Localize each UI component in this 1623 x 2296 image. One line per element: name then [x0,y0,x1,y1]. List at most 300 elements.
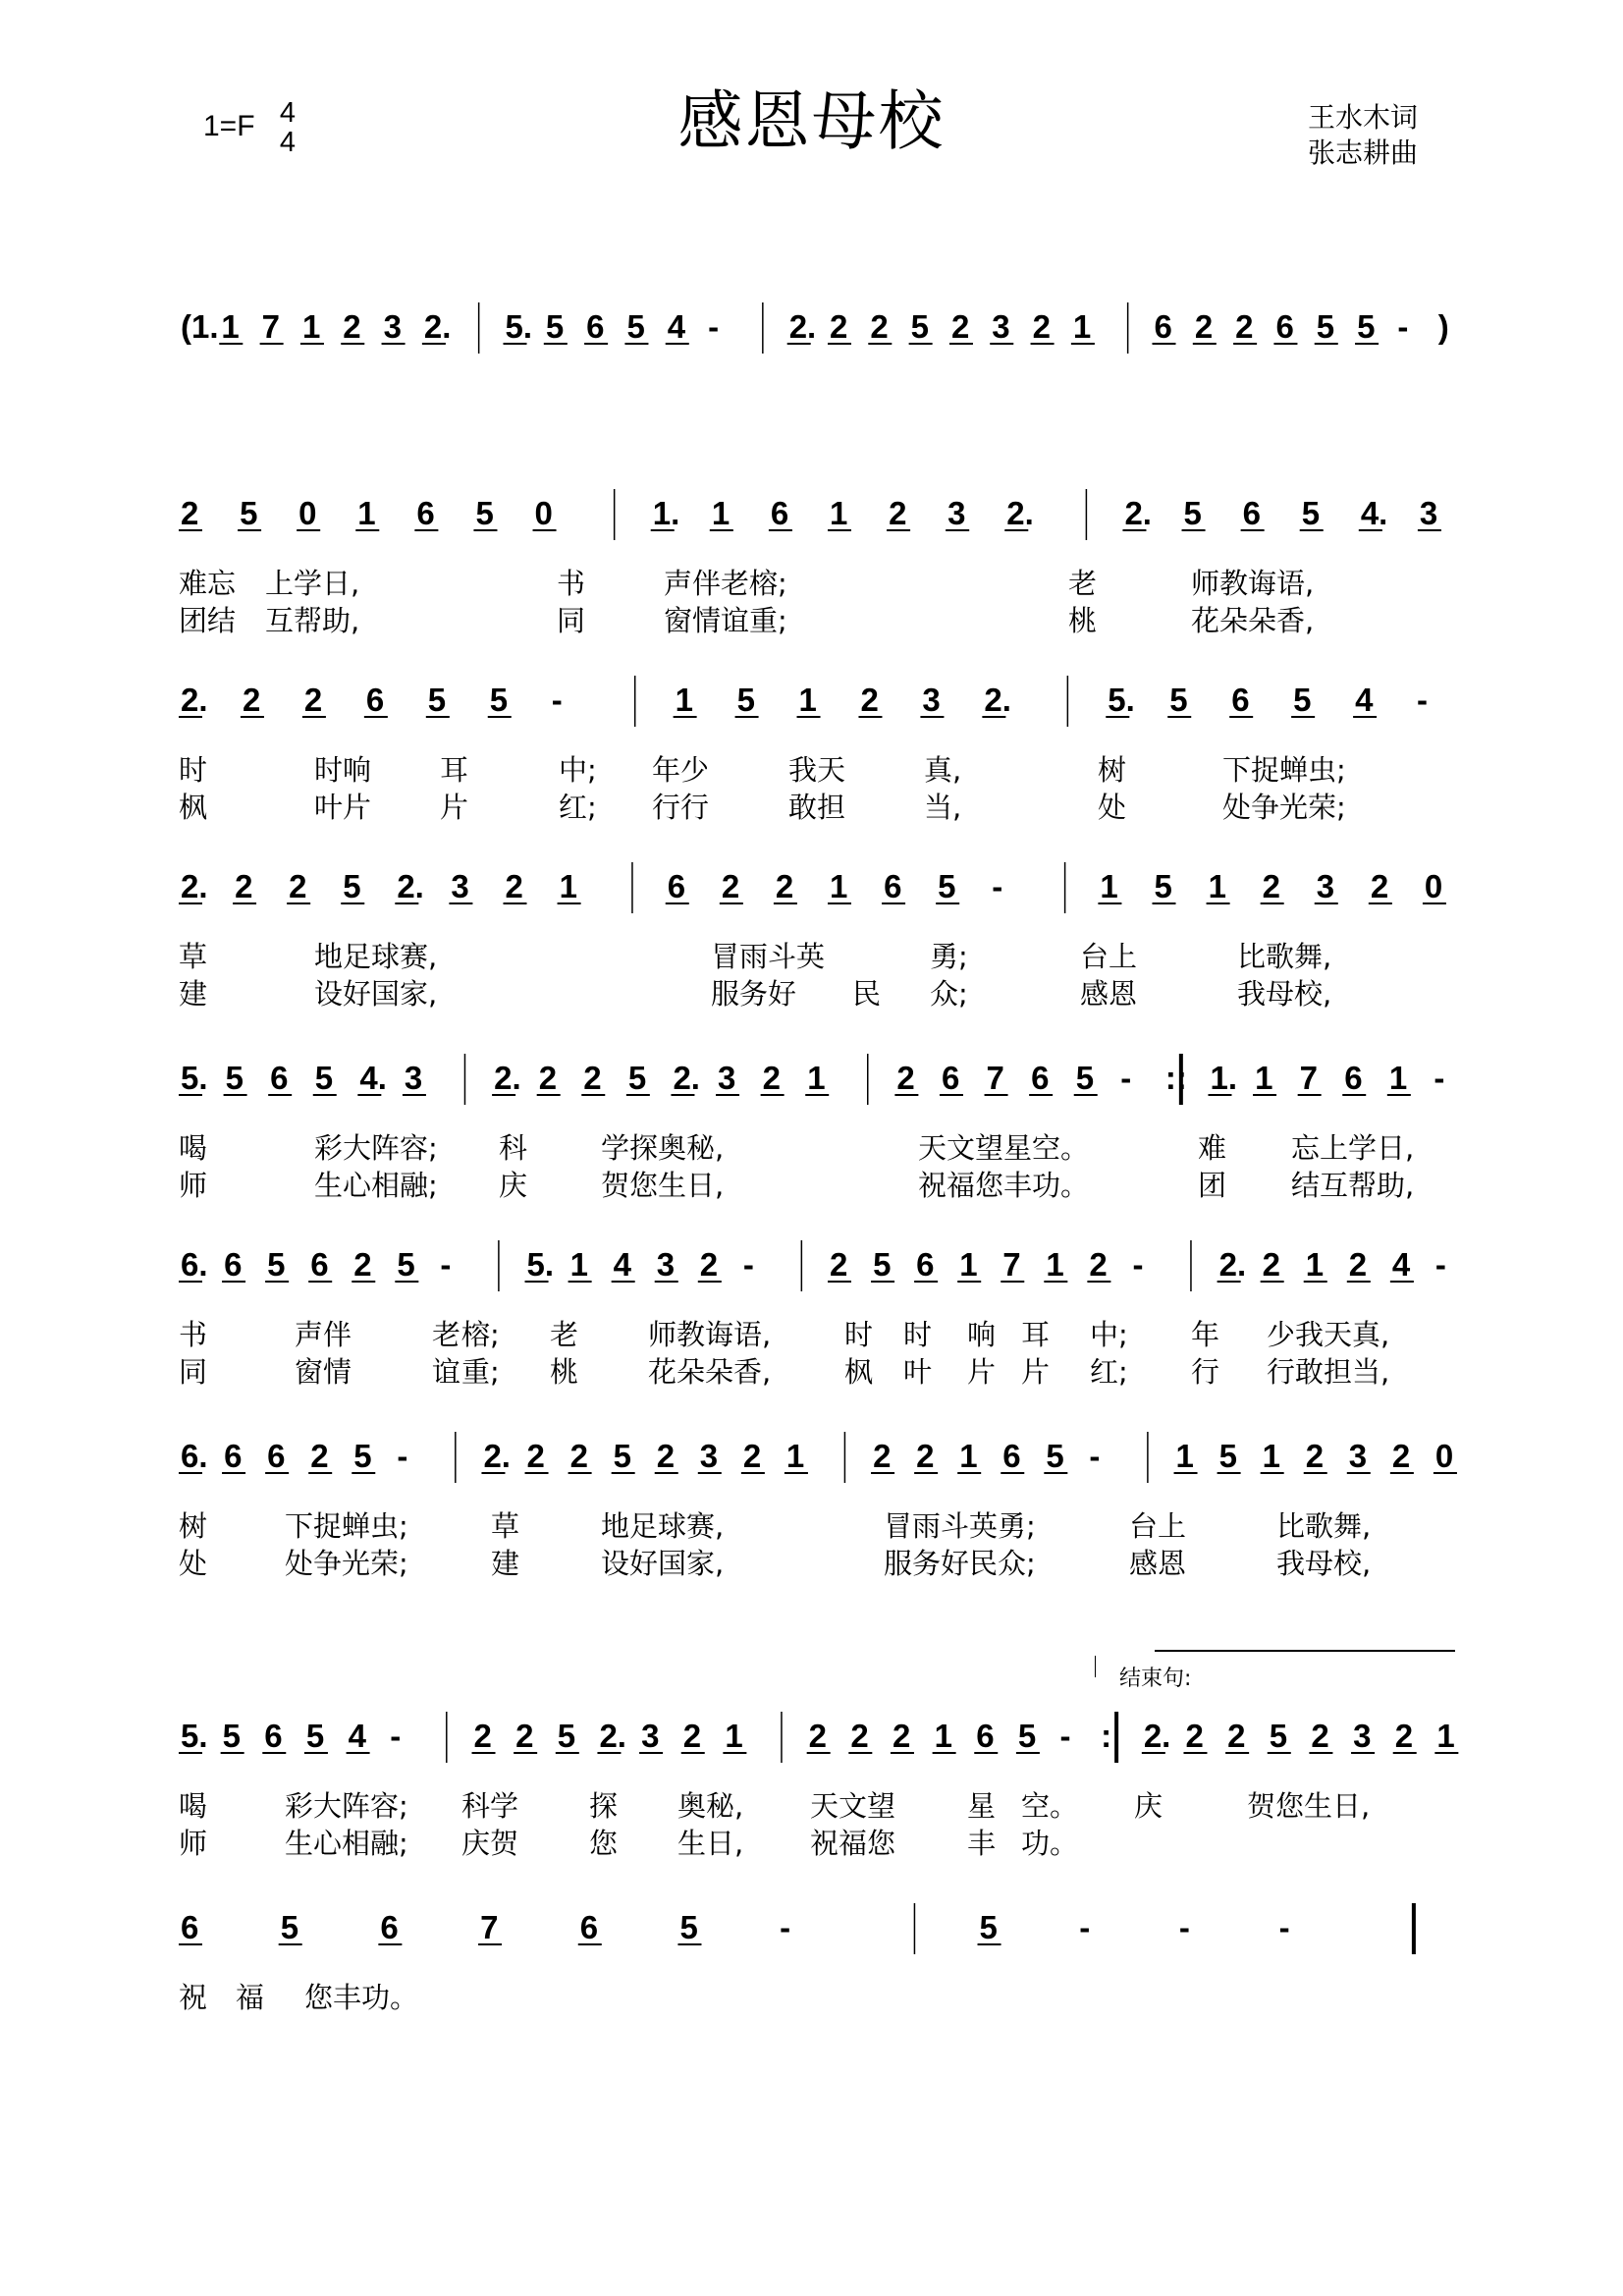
note-glyph: 7 [1299,1060,1319,1096]
lyric-segment: 彩大阵容; [314,1131,438,1165]
note-glyph: 2. [984,682,1011,718]
note-glyph: 5 [1183,495,1202,531]
note-glyph: 1 [830,495,848,531]
lyric-segment: 老 [550,1318,579,1351]
note-glyph: 5 [222,1718,242,1754]
note-glyph: 7 [1002,1246,1021,1283]
note-glyph: 2. [599,1718,626,1754]
lyric-line-2 [0,1350,1623,1389]
note-glyph: 2 [870,308,889,345]
note-glyph: 2 [916,1438,935,1474]
note-glyph: 2. [1143,1718,1171,1754]
note-glyph: - [1059,1718,1071,1754]
note-glyph: 5. [505,308,533,345]
lyric-segment: 奥秘, [677,1789,744,1823]
note-glyph: 2 [473,1718,492,1754]
note-glyph: - [708,308,720,345]
note-glyph: 2 [583,1060,602,1096]
note-glyph: 1 [725,1718,743,1754]
lyric-segment: 行敢担当, [1267,1355,1390,1389]
notes-line [0,1046,1623,1105]
note-glyph: 1 [785,1438,805,1474]
lyric-segment: 红; [559,791,597,824]
note-glyph: 5 [1269,1718,1288,1754]
note-glyph: 6 [310,1246,329,1283]
note-glyph: 0 [298,495,317,531]
note-glyph: - [992,868,1003,904]
lyric-segment: 榕; [461,1318,500,1351]
lyric-segment: 服务好 [711,977,797,1011]
note-glyph: 6 [579,1909,599,1945]
lyric-segment: 生心相融; [285,1827,408,1860]
note-glyph: 2. [1006,495,1034,531]
note-glyph: 5 [225,1060,243,1096]
lyric-segment: 耳 [440,753,469,787]
lyric-segment: 贺您生日, [601,1169,725,1202]
repeat-sign: :: [1164,1060,1187,1096]
note-glyph: 6. [181,1246,208,1283]
lyric-segment: 生心相融; [314,1169,438,1202]
note-glyph: 1 [1046,1246,1064,1283]
note-glyph: 5 [626,308,645,345]
note-glyph: 6 [264,1718,283,1754]
lyric-segment: 花朵朵香, [1191,604,1315,637]
note-glyph: 5 [1316,308,1335,345]
notes-line [0,1424,1623,1483]
lyric-segment: 书 [557,567,586,600]
note-glyph: 3 [922,682,941,718]
note-glyph: 5 [1169,682,1188,718]
note-glyph: 5 [545,308,565,345]
time-signature-top: 4 [279,97,297,129]
lyric-segment: 比歌舞, [1276,1509,1372,1543]
lyric-segment: 枫 [179,791,208,824]
lyric-segment: 庆贺 [461,1827,519,1860]
note-glyph: 4 [613,1246,632,1283]
lyric-segment: 枫 [844,1355,874,1389]
note-glyph: 5 [557,1718,576,1754]
note-glyph: 5 [280,1909,299,1945]
notes-svg [0,1424,1623,1493]
note-glyph: 2 [950,308,970,345]
lyric-line-1 [0,562,1623,600]
note-glyph: 5 [910,308,929,345]
note-glyph: - [390,1718,402,1754]
note-glyph: 3 [656,1246,676,1283]
note-glyph: 3 [718,1060,736,1096]
note-glyph: 1 [959,1438,978,1474]
note-glyph: 5 [873,1246,892,1283]
lyric-segment: 众; [930,977,968,1011]
note-glyph: 2. [181,868,208,904]
note-glyph: 4 [348,1718,366,1754]
note-glyph: 5 [314,1060,334,1096]
note-glyph: 3 [1316,868,1335,904]
notes-line [0,1895,1623,1954]
lyric-segment: 服务好民众; [884,1547,1036,1580]
lyric-segment: 喝 [179,1131,208,1165]
lyric-segment: 片 [440,791,469,824]
note-glyph: 5 [489,682,509,718]
lyric-segment: 感恩 [1080,977,1138,1011]
lyric-segment: 同 [179,1355,208,1389]
lyric-segment: 耳 [1021,1318,1051,1351]
lyric-segment: 老 [1068,567,1098,600]
note-glyph: 3 [641,1718,660,1754]
lyric-segment: 生日, [677,1827,744,1860]
lyric-segment: 叶 [903,1355,933,1389]
note-glyph: 3 [699,1438,719,1474]
note-glyph: 5 [938,868,956,904]
note-glyph: - [551,682,563,718]
note-glyph: 1 [959,1246,978,1283]
note-glyph: 2 [289,868,307,904]
note-glyph: 4 [1355,682,1374,718]
note-glyph: 4. [359,1060,387,1096]
note-glyph: 2 [808,1718,828,1754]
lyric-segment: 团结 [179,604,237,637]
lyric-segment: 团 [1198,1169,1227,1202]
note-glyph: 5 [1293,682,1312,718]
lyric-line-2 [0,1164,1623,1202]
note-glyph: - [1120,1060,1132,1096]
note-glyph: 6 [770,495,789,531]
note-glyph: 2 [1227,1718,1246,1754]
note-glyph: 2. [483,1438,511,1474]
note-glyph: 7 [480,1909,499,1945]
ending-label: 结束句: [1119,1667,1192,1691]
note-glyph: 1 [1305,1246,1325,1283]
notes-svg [0,1704,1623,1773]
note-glyph: 2 [505,868,523,904]
note-glyph: 2 [682,1718,702,1754]
note-glyph: 2 [873,1438,892,1474]
lyric-segment: 冒雨斗英 [711,940,826,973]
lyric-line-1 [0,1126,1623,1165]
lyric-line-1 [0,1784,1623,1823]
lyric-segment: 建 [179,977,208,1011]
note-glyph: 5 [1017,1718,1037,1754]
note-glyph: 0 [1434,1438,1454,1474]
note-glyph: 1 [1100,868,1118,904]
lyric-segment: 地足球赛, [314,940,438,973]
lyric-segment: 处 [179,1547,208,1580]
note-glyph: 6 [1002,1438,1021,1474]
lyric-segment: 树 [179,1509,208,1543]
note-glyph: 6 [941,1060,960,1096]
notes-svg [0,481,1623,550]
lyric-segment: 片 [1021,1355,1051,1389]
note-glyph: 6 [416,495,435,531]
note-glyph: 2 [892,1718,911,1754]
note-glyph: 7 [261,308,280,345]
note-glyph: 3 [383,308,402,345]
lyric-segment: 我天 [788,753,846,787]
lyricist-credit: 王水木词 [1308,101,1419,134]
note-glyph: 1 [934,1718,952,1754]
lyric-segment: 台上 [1129,1509,1187,1543]
note-glyph: 5 [343,868,361,904]
note-glyph: 5 [679,1909,698,1945]
lyric-segment: 星 [967,1789,997,1823]
note-glyph: 4 [667,308,686,345]
note-glyph: 1. [1210,1060,1238,1096]
ending-bracket-tick [1095,1656,1096,1677]
note-glyph: 1 [798,682,817,718]
note-glyph: 1 [1262,1438,1281,1474]
lyric-segment: 草 [491,1509,520,1543]
lyric-segment: 我母校, [1237,977,1332,1011]
note-glyph: 3 [992,308,1010,345]
notes-svg [0,854,1623,923]
note-glyph: 2 [775,868,794,904]
note-glyph: 3 [947,495,966,531]
lyric-segment: 红; [1090,1355,1128,1389]
lyric-segment: 福 [236,1981,265,2014]
lyric-segment: 师 [179,1169,208,1202]
note-glyph: 2 [830,1246,848,1283]
lyric-segment: 勇; [930,940,968,973]
note-glyph: 3 [404,1060,423,1096]
note-glyph: 1 [357,495,376,531]
lyric-segment: 时响 [314,753,372,787]
lyric-segment: 处争光荣; [1222,791,1346,824]
note-glyph: 2 [762,1060,781,1096]
note-glyph: 2 [1305,1438,1325,1474]
lyric-segment: 彩大阵容; [285,1789,408,1823]
note-glyph: 2 [303,682,323,718]
note-glyph: 2. [1218,1246,1247,1283]
notes-line [0,668,1623,727]
lyric-line-1 [0,1313,1623,1351]
lyric-segment: 中; [1090,1318,1128,1351]
lyric-segment: 下捉蝉虫; [285,1509,408,1543]
note-glyph: 5 [397,1246,415,1283]
lyric-segment: 桃 [550,1355,579,1389]
note-glyph: 2. [181,682,208,718]
lyric-segment: 树 [1098,753,1127,787]
note-glyph: 1 [1255,1060,1273,1096]
note-glyph: 5 [240,495,258,531]
note-glyph: 2 [1032,308,1051,345]
note-glyph: - [1417,682,1429,718]
lyric-segment: 感恩 [1129,1547,1187,1580]
lyric-segment: 草 [179,940,208,973]
note-glyph: 6 [181,1909,199,1945]
note-glyph: 2 [721,868,740,904]
note-glyph: 6 [1275,308,1294,345]
lyric-segment: 年 [1191,1318,1220,1351]
repeat-sign: : [1101,1718,1112,1754]
note-glyph: 1 [711,495,730,531]
lyric-segment: 结互帮助, [1291,1169,1415,1202]
notes-svg [0,668,1623,737]
time-signature [276,98,299,157]
note-glyph: 2. [1124,495,1152,531]
note-glyph: 5. [181,1060,208,1096]
note-glyph: - [1178,1909,1190,1945]
note-glyph: 1. [652,495,680,531]
lyric-line-2 [0,972,1623,1011]
lyric-line-1 [0,935,1623,973]
note-glyph: 2 [181,495,199,531]
notes-svg [0,295,1623,363]
lyric-segment: 行 [1191,1355,1220,1389]
note-glyph: 5 [1154,868,1172,904]
lyric-segment: 丰 [967,1827,997,1860]
note-glyph: 2 [569,1438,588,1474]
note-glyph: 2 [860,682,879,718]
note-glyph: 6 [267,1438,286,1474]
lyric-segment: 处 [1098,791,1127,824]
lyric-segment: 声伴 [295,1318,352,1351]
notes-line [0,481,1623,540]
note-glyph: 1 [559,868,577,904]
lyric-segment: 空。 [1021,1789,1079,1823]
lyric-segment: 互帮助, [265,604,360,637]
lyric-segment: 难 [1198,1131,1227,1165]
note-glyph: 6 [976,1718,995,1754]
note-glyph: 2 [310,1438,329,1474]
note-glyph: 2. [494,1060,521,1096]
lyric-segment: 难忘 [179,567,237,600]
note-glyph: 5 [305,1718,325,1754]
note-glyph: 1 [1388,1060,1408,1096]
note-glyph: 2 [699,1246,719,1283]
note-glyph: 6 [667,868,686,904]
note-glyph: (1. [181,308,219,345]
note-glyph: 1 [1208,868,1226,904]
lyric-segment: 科学 [461,1789,519,1823]
note-glyph: - [780,1909,791,1945]
note-glyph: 5 [1046,1438,1064,1474]
lyric-segment: 时 [179,753,208,787]
lyric-segment: 行行 [652,791,710,824]
note-glyph: 2 [1089,1246,1108,1283]
lyric-segment: 祝福您 [810,1827,896,1860]
note-glyph: - [440,1246,452,1283]
lyric-segment: 处争光荣; [285,1547,408,1580]
lyric-segment: 片 [967,1355,997,1389]
lyric-line-1 [0,1976,1623,2014]
note-glyph: 7 [986,1060,1004,1096]
note-glyph: 2 [1262,868,1281,904]
lyric-segment: 天文望星空。 [918,1131,1090,1165]
ending-bracket-line [1155,1650,1455,1652]
note-glyph: 4. [1360,495,1388,531]
note-glyph: 2 [1370,868,1389,904]
note-glyph: 2 [515,1718,534,1754]
note-glyph: 2 [1311,1718,1329,1754]
lyric-segment: 建 [491,1547,520,1580]
lyric-segment: 师教诲语, [1191,567,1315,600]
note-glyph: 3 [451,868,469,904]
note-glyph: 5 [427,682,447,718]
lyric-segment: 重; [461,1355,500,1389]
note-glyph: 5 [979,1909,998,1945]
lyric-segment: 少我天真, [1267,1318,1390,1351]
lyric-segment: 科 [499,1131,528,1165]
lyric-line-1 [0,748,1623,787]
lyric-segment: 敢担 [788,791,846,824]
note-glyph: - [397,1438,408,1474]
note-glyph: 5 [613,1438,632,1474]
note-glyph: 5 [267,1246,286,1283]
lyric-segment: 比歌舞, [1237,940,1332,973]
lyric-segment: 同 [557,604,586,637]
note-glyph: 5 [627,1060,647,1096]
lyric-segment: 设好国家, [314,977,438,1011]
lyric-segment: 桃 [1068,604,1098,637]
note-glyph: 2 [850,1718,869,1754]
composer-credit: 张志耕曲 [1308,137,1419,169]
note-glyph: 4 [1391,1246,1411,1283]
note-glyph: 2 [1262,1246,1281,1283]
note-glyph: 2 [242,682,261,718]
lyric-segment: 忘上学日, [1291,1131,1415,1165]
note-glyph: 1 [569,1246,588,1283]
lyric-segment: 年少 [652,753,710,787]
lyric-segment: 声伴老榕; [664,567,787,600]
note-glyph: 5. [1108,682,1135,718]
note-glyph: 2 [1394,1718,1414,1754]
note-glyph: 2 [830,308,848,345]
note-glyph: - [1278,1909,1290,1945]
note-glyph: 5. [181,1718,208,1754]
note-glyph: 1 [1072,308,1092,345]
lyric-segment: 下捉蝉虫; [1222,753,1346,787]
lyric-segment: 师教诲语, [648,1318,772,1351]
note-glyph: 6 [1154,308,1172,345]
note-glyph: 2 [1235,308,1254,345]
lyric-segment: 功。 [1021,1827,1079,1860]
note-glyph: 1 [830,868,848,904]
note-glyph: 6 [1031,1060,1050,1096]
note-glyph: 6. [181,1438,208,1474]
note-glyph: 6 [916,1246,935,1283]
note-glyph: 2. [397,868,424,904]
note-glyph: 6 [270,1060,289,1096]
note-glyph: 2 [1185,1718,1204,1754]
note-glyph: 1 [301,308,321,345]
lyric-segment: 上学日, [265,567,360,600]
note-glyph: 2 [1348,1246,1368,1283]
note-glyph: 2 [656,1438,676,1474]
note-glyph: 5. [526,1246,555,1283]
lyric-segment: 师 [179,1827,208,1860]
note-glyph: 6 [1344,1060,1363,1096]
note-glyph: 6 [586,308,605,345]
note-glyph: 6 [365,682,385,718]
note-glyph: 2. [788,308,817,345]
lyric-segment: 书 [179,1318,208,1351]
note-glyph: 2. [673,1060,700,1096]
note-glyph: 5 [736,682,755,718]
note-glyph: 2 [343,308,361,345]
lyric-segment: 中; [559,753,597,787]
note-glyph: 5 [1357,308,1376,345]
lyric-segment: 您丰功。 [304,1981,419,2014]
lyric-segment: 庆 [499,1169,528,1202]
lyric-segment: 喝 [179,1789,208,1823]
note-glyph: 5 [475,495,494,531]
note-glyph: 6 [224,1246,243,1283]
song-title: 感恩母校 [677,83,946,159]
note-glyph: - [1079,1909,1091,1945]
notes-svg [0,1895,1623,1964]
note-glyph: - [1434,1060,1445,1096]
lyric-segment: 花朵朵香, [648,1355,772,1389]
